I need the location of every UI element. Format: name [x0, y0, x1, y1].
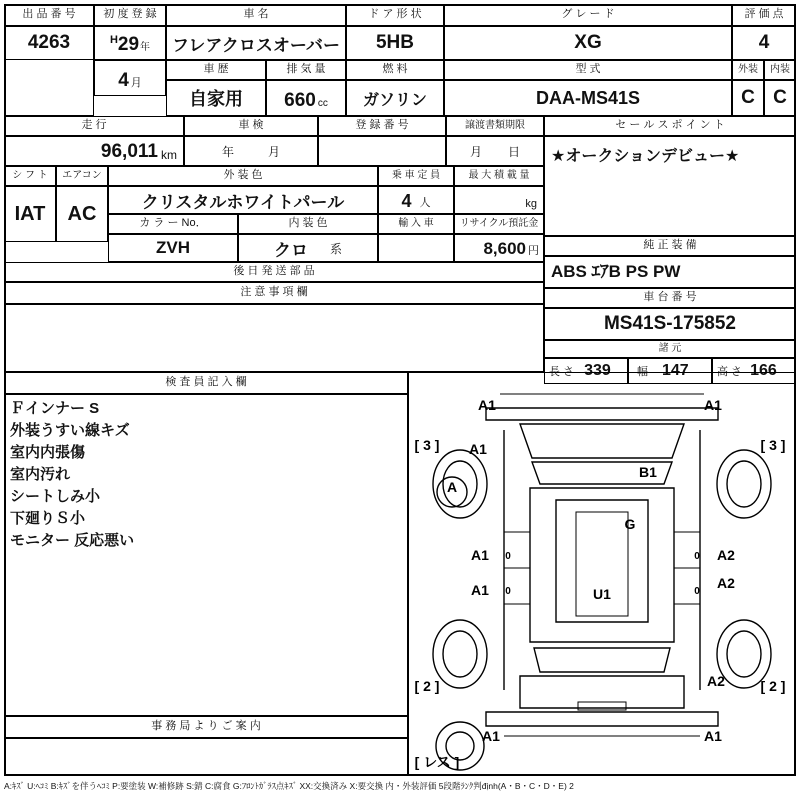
inspector-note-0: Ｆインナー S	[10, 400, 100, 417]
first-reg-label: 初 度 登 録	[94, 4, 166, 26]
lot-no-label: 出 品 番 号	[4, 4, 94, 26]
score-label: 評 価 点	[732, 4, 796, 26]
car-name-label: 車 名	[166, 4, 346, 26]
damage-mark-0: A1	[478, 397, 496, 413]
inspector-note-4: シートしみ小	[10, 488, 101, 506]
import-value	[378, 234, 454, 262]
aircon-label: エアコン	[56, 166, 108, 186]
first-reg-era: H	[109, 34, 118, 46]
damage-mark-18: [ レス ]	[414, 754, 460, 770]
transfer-value	[446, 136, 544, 166]
seats-number: 4	[401, 191, 412, 211]
damage-mark-3: [ 3 ]	[760, 437, 786, 453]
aircon-value: AC	[56, 186, 108, 242]
int-color-suffix: 系	[329, 241, 342, 256]
inspector-note-6: モニター 反応悪い	[10, 532, 135, 550]
width-value: 147	[662, 362, 689, 379]
displacement-value	[266, 80, 346, 116]
mileage-value	[4, 136, 184, 166]
damage-mark-12: A1	[471, 582, 489, 598]
first-reg-year: 29	[117, 34, 140, 55]
seats-value	[378, 186, 454, 214]
reg-month: 4	[118, 70, 129, 91]
history-value: 自家用	[166, 80, 266, 116]
recycle-label: リサイクル預託金	[454, 214, 544, 234]
inspector-note-2: 室内内張傷	[10, 444, 86, 462]
int-color-label: 内 装 色	[238, 214, 378, 234]
inspector-note-5: 下廻りＳ小	[10, 510, 86, 528]
transfer-label: 譲渡書類期限	[446, 116, 544, 136]
damage-mark-19: 0	[505, 551, 511, 562]
color-no-value: ZVH	[108, 234, 238, 262]
damage-diagram	[408, 372, 796, 776]
length-value: 339	[584, 362, 611, 379]
office-value	[4, 738, 408, 776]
model-code-label: 型 式	[444, 60, 732, 80]
transfer-month: 月	[469, 144, 482, 159]
fuel-value: ガソリン	[346, 80, 444, 116]
height-label: 高 さ	[717, 366, 743, 378]
transfer-day: 日	[508, 144, 521, 159]
inspector-notes-list	[5, 395, 407, 555]
import-label: 輸 入 車	[378, 214, 454, 234]
equipment-box	[544, 256, 796, 288]
inspection-year-unit: 年	[221, 144, 234, 159]
height-value: 166	[750, 362, 777, 379]
first-reg-year-unit: 年	[140, 42, 151, 53]
damage-mark-6: A	[446, 479, 458, 495]
damage-mark-11: A2	[717, 575, 735, 591]
inspection-month-unit: 月	[268, 144, 281, 159]
damage-mark-14: [ 2 ]	[414, 678, 440, 694]
displacement-unit: cc	[317, 98, 328, 109]
sales-point-box	[544, 136, 796, 236]
recycle-number: 8,600	[483, 239, 526, 258]
score-value: 4	[732, 26, 796, 60]
color-no-label: カ ラ ー No．	[108, 214, 238, 234]
max-load-value	[454, 186, 544, 214]
exterior-label: 外装	[732, 60, 764, 80]
reg-month-value	[94, 60, 166, 96]
damage-mark-17: A1	[704, 728, 722, 744]
shift-value: IAT	[4, 186, 56, 242]
car-name-value: フレアクロスオーバー	[166, 26, 346, 60]
interior-grade-value: C	[764, 80, 796, 116]
reg-month-unit: 月	[130, 77, 142, 89]
damage-mark-20: 0	[694, 551, 700, 562]
inspection-value	[184, 136, 318, 166]
chassis-value: MS41S-175852	[544, 308, 796, 340]
reg-number-value	[318, 136, 446, 166]
inspector-note-1: 外装うすい線キズ	[10, 422, 130, 440]
damage-mark-1: A1	[704, 397, 722, 413]
seats-unit: 人	[419, 197, 431, 209]
legend-text: A:ｷｽﾞ U:ﾍｺﾐ B:ｷｽﾞを伴うﾍｺﾐ P:要塗装 W:補修跡 S:錆 C:腐食 G:ﾌﾛﾝﾄｶﾞﾗｽ点ｷｽﾞ XX:交換済み X:要交換 内・外装評価 5段階ﾗﾝｸ判định(A・B・C・D・E) 2	[4, 781, 574, 791]
grade-value: XG	[444, 26, 732, 60]
damage-mark-10: U1	[593, 586, 611, 602]
damage-mark-9: A2	[717, 547, 735, 563]
lot-no-value: 4263	[4, 26, 94, 60]
sales-point-label: セ ー ル ス ポ イ ン ト	[544, 116, 796, 136]
int-color-text: クロ	[273, 240, 308, 260]
equipment-text: ABS ｴｱB PS PW	[551, 262, 681, 281]
damage-mark-22: 0	[694, 586, 700, 597]
history-label: 車 歴	[166, 60, 266, 80]
shift-label: シ フ ト	[4, 166, 56, 186]
displacement-label: 排 気 量	[266, 60, 346, 80]
interior-label: 内装	[764, 60, 796, 80]
inspector-notes-box	[4, 394, 408, 716]
seats-label: 乗 車 定 員	[378, 166, 454, 186]
mileage-number: 96,011	[100, 141, 158, 162]
mileage-unit: km	[161, 148, 177, 162]
sales-point-text: ★オークションデビュー★	[551, 148, 740, 165]
caution-label: 注 意 事 項 欄	[4, 282, 544, 304]
max-load-unit: kg	[525, 198, 537, 210]
grade-label: グ レ ー ド	[444, 4, 732, 26]
office-label: 事 務 局 よ り ご 案 内	[4, 716, 408, 738]
model-code-value: DAA-MS41S	[444, 80, 732, 116]
reg-number-label: 登 録 番 号	[318, 116, 446, 136]
damage-mark-15: [ 2 ]	[760, 678, 786, 694]
length-label: 長 さ	[549, 366, 575, 378]
damage-mark-21: 0	[505, 586, 511, 597]
damage-mark-13: A2	[707, 673, 725, 689]
spec-label: 諸 元	[544, 340, 796, 358]
damage-mark-5: B1	[639, 464, 657, 480]
recycle-value	[454, 234, 544, 262]
inspector-label: 検 査 員 記 入 欄	[4, 372, 408, 394]
equipment-label: 純 正 装 備	[544, 236, 796, 256]
inspector-note-3: 室内汚れ	[10, 466, 71, 484]
mileage-label: 走 行	[4, 116, 184, 136]
max-load-label: 最 大 積 載 量	[454, 166, 544, 186]
damage-mark-2: [ 3 ]	[414, 437, 440, 453]
chassis-label: 車 台 番 号	[544, 288, 796, 308]
recycle-unit: 円	[528, 245, 539, 257]
fuel-label: 燃 料	[346, 60, 444, 80]
later-parts-label: 後 日 発 送 部 品	[4, 262, 544, 282]
lot-no-spacer	[4, 60, 94, 116]
damage-mark-4: A1	[469, 441, 487, 457]
damage-mark-16: A1	[482, 728, 500, 744]
ext-color-label: 外 装 色	[108, 166, 378, 186]
caution-value	[4, 304, 544, 372]
exterior-grade-value: C	[732, 80, 764, 116]
displacement-number: 660	[284, 90, 316, 111]
door-shape-label: ド ア 形 状	[346, 4, 444, 26]
ext-color-value: クリスタルホワイトパール	[108, 186, 378, 214]
int-color-value	[238, 234, 378, 262]
inspection-label: 車 検	[184, 116, 318, 136]
damage-mark-7: G	[624, 516, 636, 532]
door-shape-value: 5HB	[346, 26, 444, 60]
width-label: 幅	[637, 366, 648, 378]
damage-mark-8: A1	[471, 547, 489, 563]
first-reg-value	[94, 26, 166, 60]
